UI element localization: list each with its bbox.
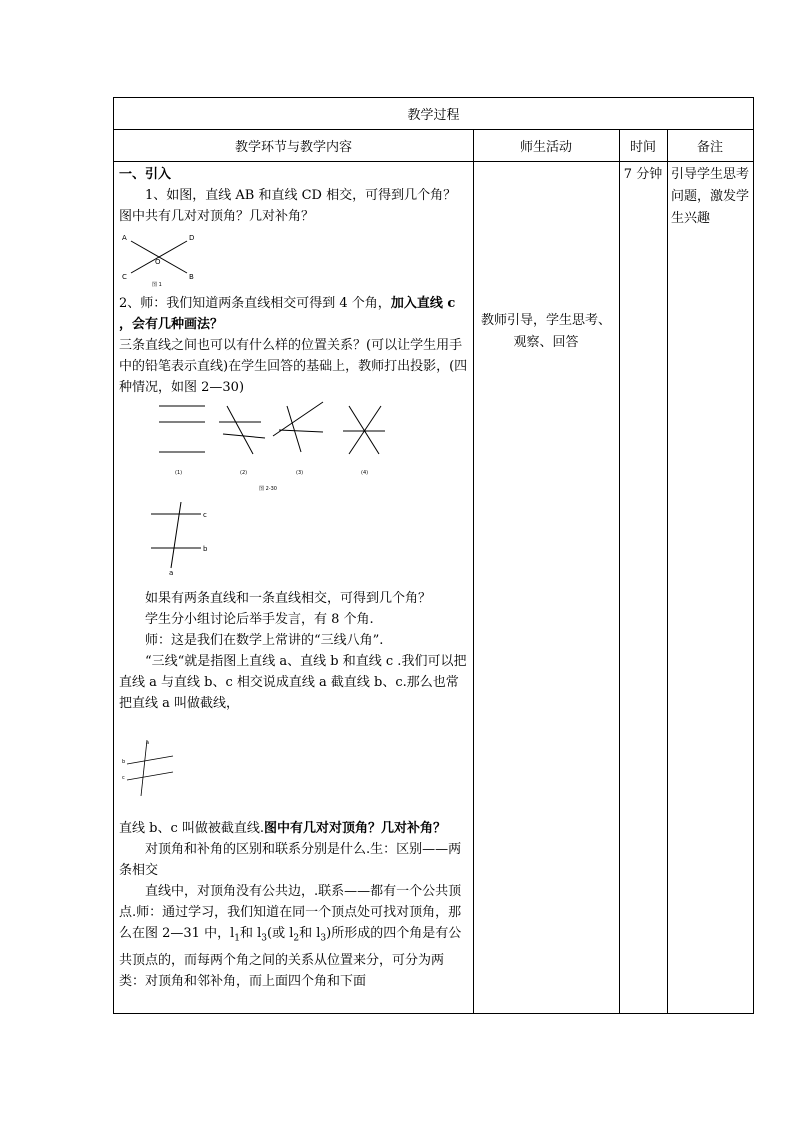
header-activity: 师生活动 xyxy=(473,130,619,162)
fig2-sub-3: (3) xyxy=(296,470,304,476)
student-response: 学生分小组讨论后举手发言，有 8 个角. xyxy=(145,612,374,627)
fig4-label-a: a xyxy=(146,740,150,746)
section-heading: 一、引入 xyxy=(119,167,172,182)
fig3-label-c: c xyxy=(203,511,207,519)
figure-transversal xyxy=(119,502,219,576)
fig1-label-o: O xyxy=(155,258,161,266)
question-two-lines: 如果有两条直线和一条直线相交，可得到几个角？ xyxy=(145,591,432,606)
question-angle-pairs: 图中有几对对顶角？几对补角？ xyxy=(264,821,447,836)
figure-intersecting-lines xyxy=(119,227,209,289)
column-divider xyxy=(619,130,620,1013)
fig1-label-a: A xyxy=(122,234,127,242)
fig2-sub-2: (2) xyxy=(240,470,248,476)
question-1a: 1、如图，直线 AB 和直线 CD 相交，可得到几个角？ xyxy=(145,188,457,203)
fig3-label-a: a xyxy=(169,569,174,576)
fig4-label-c: c xyxy=(122,775,125,781)
question-2-emphasis: 加入直线 c ，会有几种画法？ xyxy=(119,296,456,332)
fig2-sub-1: (1) xyxy=(175,470,183,476)
question-2: 2、师：我们知道两条直线相交可得到 4 个角， xyxy=(119,296,391,311)
fig1-label-b: B xyxy=(189,273,194,281)
question-1b: 图中共有几对对顶角？几对补角？ xyxy=(119,209,315,224)
column-divider xyxy=(667,130,668,1013)
note-text: 引导学生思考问题，激发学生兴趣 xyxy=(671,167,750,226)
angle-summary: 直线中，对顶角没有公共边，.联系——都有一个公共顶点.师：通过学习，我们知道在同一个顶点处可找对顶角，那么在图 2—31 中，l xyxy=(119,884,462,941)
lesson-content: 一、引入 1、如图，直线 AB 和直线 CD 相交，可得到几个角？ 图中共有几对对顶角？几对补角？ A D C B O 图 1 2、师：我们知道两条直线相交可得到 4 个角，加入直线 c ，会有几种画法？ 三条直线之间也可以有什么样的位置关系？(可以让学生用手中的铅笔表示直线)在学生回答的基础上，教师打出投影，(四种情况，如图 2—30) (1) (2) (3) (4) 图 2-30 c b a 如果有两条直线和一条直线相交，可得到几个角？ 学生分小组讨论后举手发言，有 8 个角. 师：这是我们在数学上常讲的“三线八角”. “三线“就是指图上直线 a、直线 b 和直线 c .我们可以把直线 a 与直线 b、c 相交说成直线 a 截直线 b、c.那么也常把直线 a 叫做截线， a b c 直线 b、c 叫做被截直线.图中有几对对顶角？几对补角？ 对顶角和补角的区别和联系分别是什么.生：区别——两条相交 直线中，对顶角没有公共边，.联系——都有一个公共顶点.师：通过学习，我们知道在同一个顶点处可找对顶角，那么在图 2—31 中，$l_1$和 $l_3$(或 $l_2$和 $l_3$)所形成的四个角是有公共顶点的，而每两个角之间的关系从位置来分，可分为两类：对顶角和邻补角，而上面四个角和下面 xyxy=(119,164,469,992)
fig1-caption: 图 1 xyxy=(152,282,162,288)
lesson-table xyxy=(113,97,754,1014)
paragraph-three-lines: 三条直线之间也可以有什么样的位置关系？(可以让学生用手中的铅笔表示直线)在学生回答的基础上，教师打出投影，(四种情况，如图 2—30) xyxy=(119,338,468,395)
three-lines-explanation: “三线“就是指图上直线 a、直线 b 和直线 c .我们可以把直线 a 与直线 b、c 相交说成直线 a 截直线 b、c.那么也常把直线 a 叫做截线， xyxy=(119,654,467,711)
fig2-sub-4: (4) xyxy=(361,470,369,476)
column-divider xyxy=(473,130,474,1013)
fig1-label-d: D xyxy=(189,234,195,242)
fig3-label-b: b xyxy=(203,545,208,553)
fig1-label-c: C xyxy=(122,273,127,281)
header-time: 时间 xyxy=(619,130,667,162)
teacher-explanation: 师：这是我们在数学上常讲的“三线八角”. xyxy=(145,633,384,648)
fig4-label-b: b xyxy=(122,759,126,765)
figure-four-cases xyxy=(119,398,469,516)
figure-three-lines xyxy=(119,736,189,804)
header-content: 教学环节与教学内容 xyxy=(114,130,473,162)
paragraph-cut-lines: 直线 b、c 叫做被截直线. xyxy=(119,821,264,836)
time-value: 7 分钟 xyxy=(623,167,663,182)
header-note: 备注 xyxy=(667,130,753,162)
teacher-student-activity: 教师引导，学生思考、观察、回答 xyxy=(480,313,611,350)
table-title: 教学过程 xyxy=(114,98,753,130)
fig2-caption: 图 2-30 xyxy=(259,486,277,492)
angle-relationship: 对顶角和补角的区别和联系分别是什么.生：区别——两条相交 xyxy=(119,842,462,878)
